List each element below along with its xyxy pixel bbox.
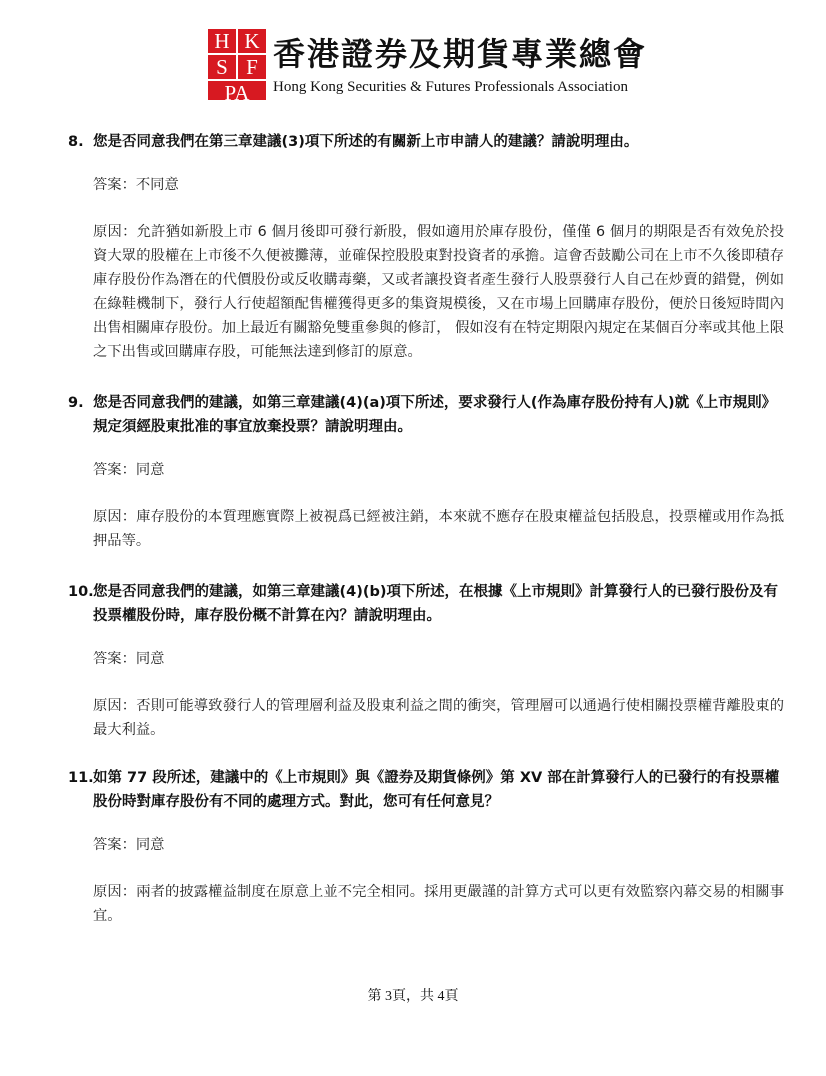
document-body	[68, 130, 784, 928]
answer-text: 答案：同意	[93, 651, 165, 667]
reason-text: 原因：兩者的披露權益制度在原意上並不完全相同。採用更嚴謹的計算方式可以更有效監察內幕交易的相關事宜。	[93, 884, 784, 924]
logo-letter-f: F	[237, 54, 267, 80]
org-name-zh: 香港證券及期貨專業總會	[273, 35, 648, 73]
logo-letter-pa: PA	[207, 80, 267, 106]
org-name-block	[273, 28, 647, 96]
question-heading	[68, 580, 784, 628]
logo-letter-s: S	[207, 54, 237, 80]
hksfpa-logo	[207, 28, 267, 105]
reason-text: 原因：否則可能導致發行人的管理層利益及股東利益之間的衝突，管理層可以通過行使相關投票權背離股東的最大利益。	[93, 698, 784, 738]
question-number: 10.	[68, 584, 94, 600]
reason-text: 原因：庫存股份的本質理應實際上被視爲已經被注銷，本來就不應存在股東權益包括股息，投票權或用作為抵押品等。	[93, 509, 784, 549]
question-text: 如第 77 段所述，建議中的《上市規則》與《證券及期貨條例》第 XV 部在計算發行人的已發行的有投票權股份時對庫存股份有不同的處理方式。對此，您可有任何意見？	[93, 770, 780, 810]
answer-text: 答案：同意	[93, 837, 165, 853]
question-heading	[68, 391, 784, 439]
question-block	[68, 766, 784, 928]
answer-text: 答案：同意	[93, 462, 165, 478]
question-number: 11.	[68, 770, 94, 786]
question-text: 您是否同意我們的建議，如第三章建議(4)(b)項下所述，在根據《上市規則》計算發行人的已發行股份及有投票權股份時，庫存股份概不計算在內？請說明理由。	[93, 584, 778, 624]
question-block	[68, 580, 784, 742]
reason-text: 原因：允許猶如新股上市 6 個月後即可發行新股，假如適用於庫存股份，僅僅 6 個月的期限是否有效免於投資大眾的股權在上市後不久便被攤薄，並確保控股股東對投資者的承擔。這會否鼓勵公司在上市不久後即積存庫存股份作為潛在的代價股份或反收購毒藥，又或者讓投資者產生發行人股票發行人自己在炒賣的錯覺，例如在綠鞋機制下，發行人行使超額配售權獲得更多的集資規模後，又在市場上回購庫存股份，便於日後短時間內出售相關庫存股份。加上最近有關豁免雙重參與的修訂， 假如沒有在特定期限內規定在某個百分率或其他上限之下出售或回購庫存股，可能無法達到修訂的原意。	[93, 224, 784, 360]
answer-text: 答案：不同意	[93, 177, 179, 193]
question-number: 8.	[68, 134, 84, 150]
question-block	[68, 130, 784, 364]
question-block	[68, 391, 784, 553]
page-number-footer: 第 3頁，共 4頁	[367, 989, 459, 1004]
question-number: 9.	[68, 395, 84, 411]
question-heading	[68, 130, 784, 154]
logo-letter-k: K	[237, 28, 267, 54]
org-name-en: Hong Kong Securities & Futures Professionals Association	[273, 79, 628, 95]
letterhead	[207, 28, 648, 105]
question-text: 您是否同意我們在第三章建議(3)項下所述的有關新上市申請人的建議？請說明理由。	[93, 134, 639, 150]
question-heading	[68, 766, 784, 814]
question-text: 您是否同意我們的建議，如第三章建議(4)(a)項下所述，要求發行人(作為庫存股份持有人)就《上市規則》規定須經股東批准的事宜放棄投票？請說明理由。	[93, 395, 777, 435]
logo-letter-h: H	[207, 28, 237, 54]
